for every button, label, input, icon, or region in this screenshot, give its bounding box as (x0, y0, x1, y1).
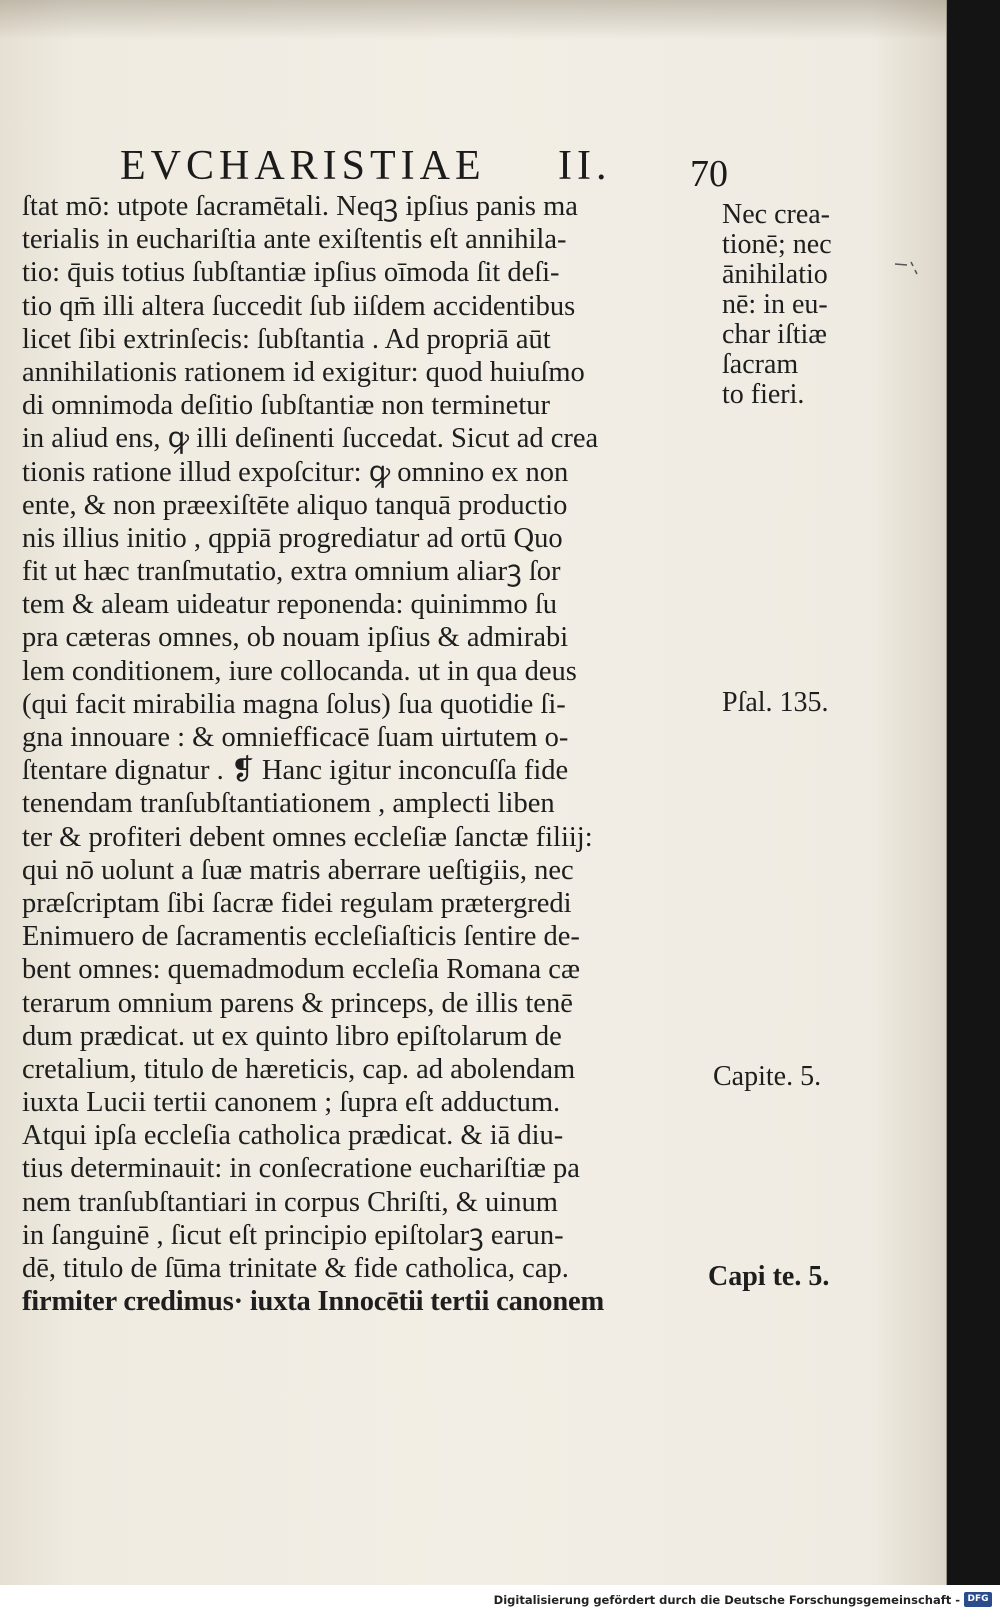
footer-bar (0, 1585, 1000, 1615)
margin-note-capite-1: Capite. 5. (713, 1061, 822, 1092)
dfg-logo: DFG (964, 1592, 992, 1607)
text-line: tem & aleam uideatur reponenda: quinimmo ſu (22, 589, 558, 621)
text-line: gna innouare : & omniefficacē ſuam uirtutem o- (22, 722, 569, 753)
text-line: in aliud ens, ꝙ illi deſinenti ſuccedat. Sicut ad crea (22, 423, 599, 455)
text-line: terarum omnium parens & princeps, de illis tenē (22, 987, 573, 1019)
text-line: Enimuero de ſacramentis eccleſiaſticis ſentire de- (22, 921, 580, 953)
margin-note-line: nē: in eu- (722, 289, 828, 320)
margin-note-creation (722, 200, 882, 410)
text-line: tio: q̄uis totius ſubſtantiæ ipſius oīmoda ſit deſi- (22, 257, 560, 289)
text-line: (qui facit mirabilia magna ſolus) ſua quotidie ſi- (22, 688, 566, 720)
text-line: dum prædicat. ut ex quinto libro epiſtolarum de (22, 1020, 562, 1052)
running-head-number: II. (558, 143, 612, 189)
text-line: Atqui ipſa eccleſia catholica prædicat. & iā diu- (22, 1120, 564, 1152)
text-line: lem conditionem, iure collocanda. ut in qua deus (22, 655, 577, 687)
text-line: ter & profiteri debent omnes eccleſiæ ſanctæ filiij: (22, 821, 593, 853)
margin-note-line: tionē; nec (722, 229, 832, 260)
text-line: di omnimoda deſitio ſubſtantiæ non terminetur (22, 390, 550, 422)
text-line: pra cæteras omnes, ob nouam ipſius & admirabi (22, 622, 569, 654)
text-line: in ſanguinē , ſicut eſt principio epiſtolarꝫ earun- (22, 1219, 564, 1251)
margin-note-line: Nec crea- (722, 199, 831, 230)
page-top-shadow (0, 0, 946, 40)
stray-ink-mark (893, 256, 921, 280)
text-line: dē, titulo de ſūma trinitate & fide catholica, cap. (22, 1253, 569, 1284)
running-head-title: EVCHARISTIAE (120, 143, 486, 189)
text-line: ſtat mō: utpote ſacramētali. Neqꝫ ipſius panis ma (22, 191, 578, 222)
running-head (120, 142, 740, 192)
text-line: iuxta Lucii tertii canonem ; ſupra eſt adductum. (22, 1087, 561, 1119)
text-line: cretalium, titulo de hæreticis, cap. ad abolendam (22, 1053, 576, 1085)
text-line: nis illius initio , qppiā progrediatur ad ortū Quo (22, 522, 563, 554)
footer-credit: Digitalisierung gefördert durch die Deutsche Forschungsgemeinschaft - (493, 1593, 960, 1607)
text-line: qui nō uolunt a ſuæ matris aberrare ueſtigiis, nec (22, 854, 574, 886)
margin-note-line: ſacram (722, 349, 799, 380)
text-line: nem tranſubſtantiari in corpus Chriſti, & uinum (22, 1186, 558, 1218)
scanner-dark-edge (938, 0, 1000, 1585)
text-line: ſtentare dignatur . ❡ Hanc igitur inconcuſſa fide (22, 755, 569, 787)
text-line: licet ſibi extrinſecis: ſubſtantia . Ad propriā aūt (22, 323, 551, 355)
text-line: tius determinauit: in conſecratione euchariſtiæ pa (22, 1153, 580, 1185)
margin-note-line: to fieri. (722, 379, 805, 410)
text-line: bent omnes: quemadmodum eccleſia Romana cæ (22, 954, 580, 986)
text-line-last: firmiter credimus· iuxta Innocētii tertii canonem (22, 1286, 604, 1318)
text-line: ente, & non præexiſtēte aliquo tanquā productio (22, 489, 568, 521)
text-line: tenendam tranſubſtantiationem , amplecti liben (22, 788, 555, 820)
margin-note-capite-2: Capi te. 5. (708, 1261, 830, 1292)
text-line: fit ut hæc tranſmutatio, extra omnium aliarꝫ ſor (22, 556, 561, 588)
body-text (22, 190, 712, 1318)
text-line: tionis ratione illud expoſcitur: ꝙ omnino ex non (22, 456, 569, 488)
margin-note-line: ānihilatio (722, 259, 828, 290)
text-line: præſcriptam ſibi ſacræ fidei regulam prætergredi (22, 887, 572, 919)
text-line: annihilationis rationem id exigitur: quod huiuſmo (22, 356, 585, 388)
folio-number: 70 (690, 153, 728, 195)
margin-note-psalm: Pſal. 135. (722, 687, 829, 718)
text-line: tio qm̄ illi altera ſuccedit ſub iiſdem accidentibus (22, 290, 576, 322)
text-line: terialis in euchariſtia ante exiſtentis eſt annihila- (22, 224, 567, 256)
margin-note-line: char iſtiæ (722, 319, 827, 350)
